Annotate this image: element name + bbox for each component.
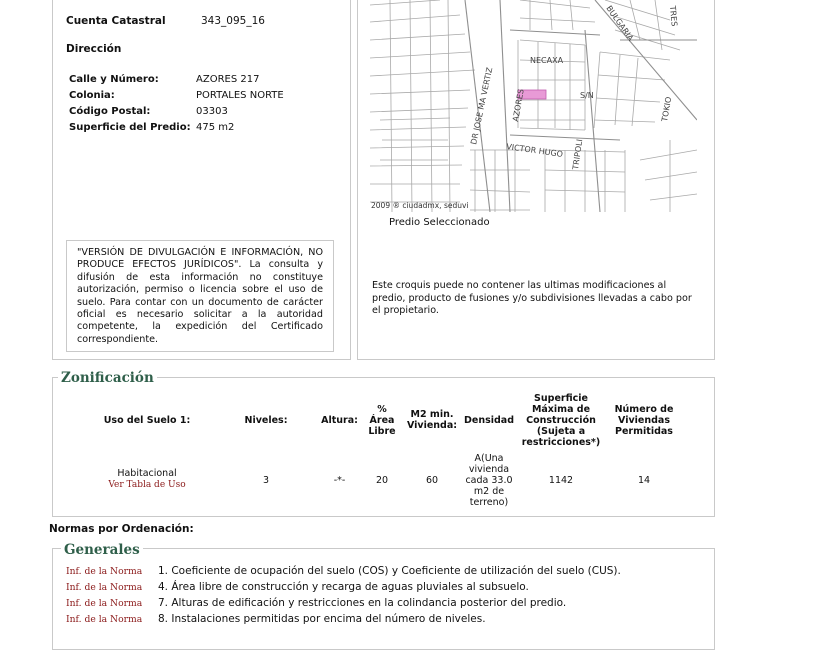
map-image[interactable]	[370, 0, 697, 212]
cell-uso: Habitacional	[117, 468, 177, 479]
calle-value: AZORES 217	[196, 74, 260, 85]
header-num-viviendas: Número de Viviendas Permitidas	[614, 404, 674, 437]
street-label-bulgaria: BULGARIA	[604, 3, 636, 43]
header-superficie-max: Superficie Máxima de Construcción (Sujeta a restricciones*)	[521, 393, 601, 448]
street-label-sn: S/N	[580, 91, 594, 100]
header-area-libre: % Área Libre	[368, 404, 396, 437]
map-note: Este croquis puede no contener las ultimas modificaciones al predio, producto de fusiones y/o subdivisiones llevadas a cabo por el propietario.	[372, 280, 692, 316]
zonificacion-title: Zonificación	[58, 370, 157, 386]
direccion-title: Dirección	[66, 43, 122, 55]
map-credit: 2009 ® ciudadmx, seduvi	[371, 201, 469, 210]
cp-label: Código Postal:	[69, 106, 151, 117]
header-uso-suelo: Uso del Suelo 1:	[103, 415, 191, 426]
header-niveles: Niveles:	[244, 415, 288, 426]
header-m2-min: M2 min. Vivienda:	[406, 409, 458, 431]
norma-link-8[interactable]: Inf. de la Norma	[66, 614, 143, 625]
superficie-value: 475 m2	[196, 122, 235, 133]
disclaimer-box: "VERSIÓN DE DIVULGACIÓN E INFORMACIÓN, NO PRODUCE EFECTOS JURÍDICOS". La consulta y difusión de esta información no constituye autorización, permiso o licencia sobre el uso de suelo. Para contar con un documento de carácter oficial es necesario solicitar a la autoridad competente, la expedición del Certificado correspondiente.	[66, 240, 334, 352]
header-altura: Altura:	[321, 415, 358, 426]
cell-niveles: 3	[262, 475, 270, 486]
norma-text-4: 4. Área libre de construcción y recarga de aguas pluviales al subsuelo.	[158, 581, 529, 593]
superficie-label: Superficie del Predio:	[69, 122, 191, 133]
ver-tabla-de-uso-link[interactable]: Ver Tabla de Uso	[108, 480, 186, 490]
cell-m2-min: 60	[425, 475, 439, 486]
street-label-tripoli: TRIPOLI	[571, 138, 585, 171]
street-label-azores: AZORES	[511, 88, 526, 123]
norma-text-1: 1. Coeficiente de ocupación del suelo (COS) y Coeficiente de utilización del suelo (CUS).	[158, 565, 621, 577]
cell-superficie: 1142	[548, 475, 574, 486]
norma-link-7[interactable]: Inf. de la Norma	[66, 598, 143, 609]
street-label-victor-hugo: VICTOR HUGO	[505, 142, 564, 159]
normas-title: Normas por Ordenación:	[49, 523, 194, 535]
header-densidad: Densidad	[463, 415, 514, 426]
cell-area-libre: 20	[375, 475, 389, 486]
street-label-tres: TRES	[668, 5, 679, 27]
zonificacion-panel	[52, 377, 715, 517]
cuenta-value: 343_095_16	[201, 15, 265, 27]
generales-title: Generales	[61, 542, 143, 558]
cuenta-label: Cuenta Catastral	[66, 15, 166, 27]
colonia-value: PORTALES NORTE	[196, 90, 284, 101]
norma-link-1[interactable]: Inf. de la Norma	[66, 566, 143, 577]
map-caption: Predio Seleccionado	[389, 217, 490, 228]
norma-link-4[interactable]: Inf. de la Norma	[66, 582, 143, 593]
norma-text-7: 7. Alturas de edificación y restricciones en la colindancia posterior del predio.	[158, 597, 567, 609]
norma-text-8: 8. Instalaciones permitidas por encima del número de niveles.	[158, 613, 486, 625]
cell-viviendas: 14	[637, 475, 651, 486]
cell-densidad: A(Una vivienda cada 33.0 m2 de terreno)	[465, 453, 513, 508]
colonia-label: Colonia:	[69, 90, 115, 101]
street-label-tokio: TOKIO	[660, 96, 674, 123]
street-label-vertiz: DR JOSE MA VERTIZ	[469, 66, 495, 146]
street-label-necaxa: NECAXA	[530, 56, 564, 65]
cell-altura: -*-	[333, 475, 346, 486]
cp-value: 03303	[196, 106, 228, 117]
calle-label: Calle y Número:	[69, 74, 159, 85]
